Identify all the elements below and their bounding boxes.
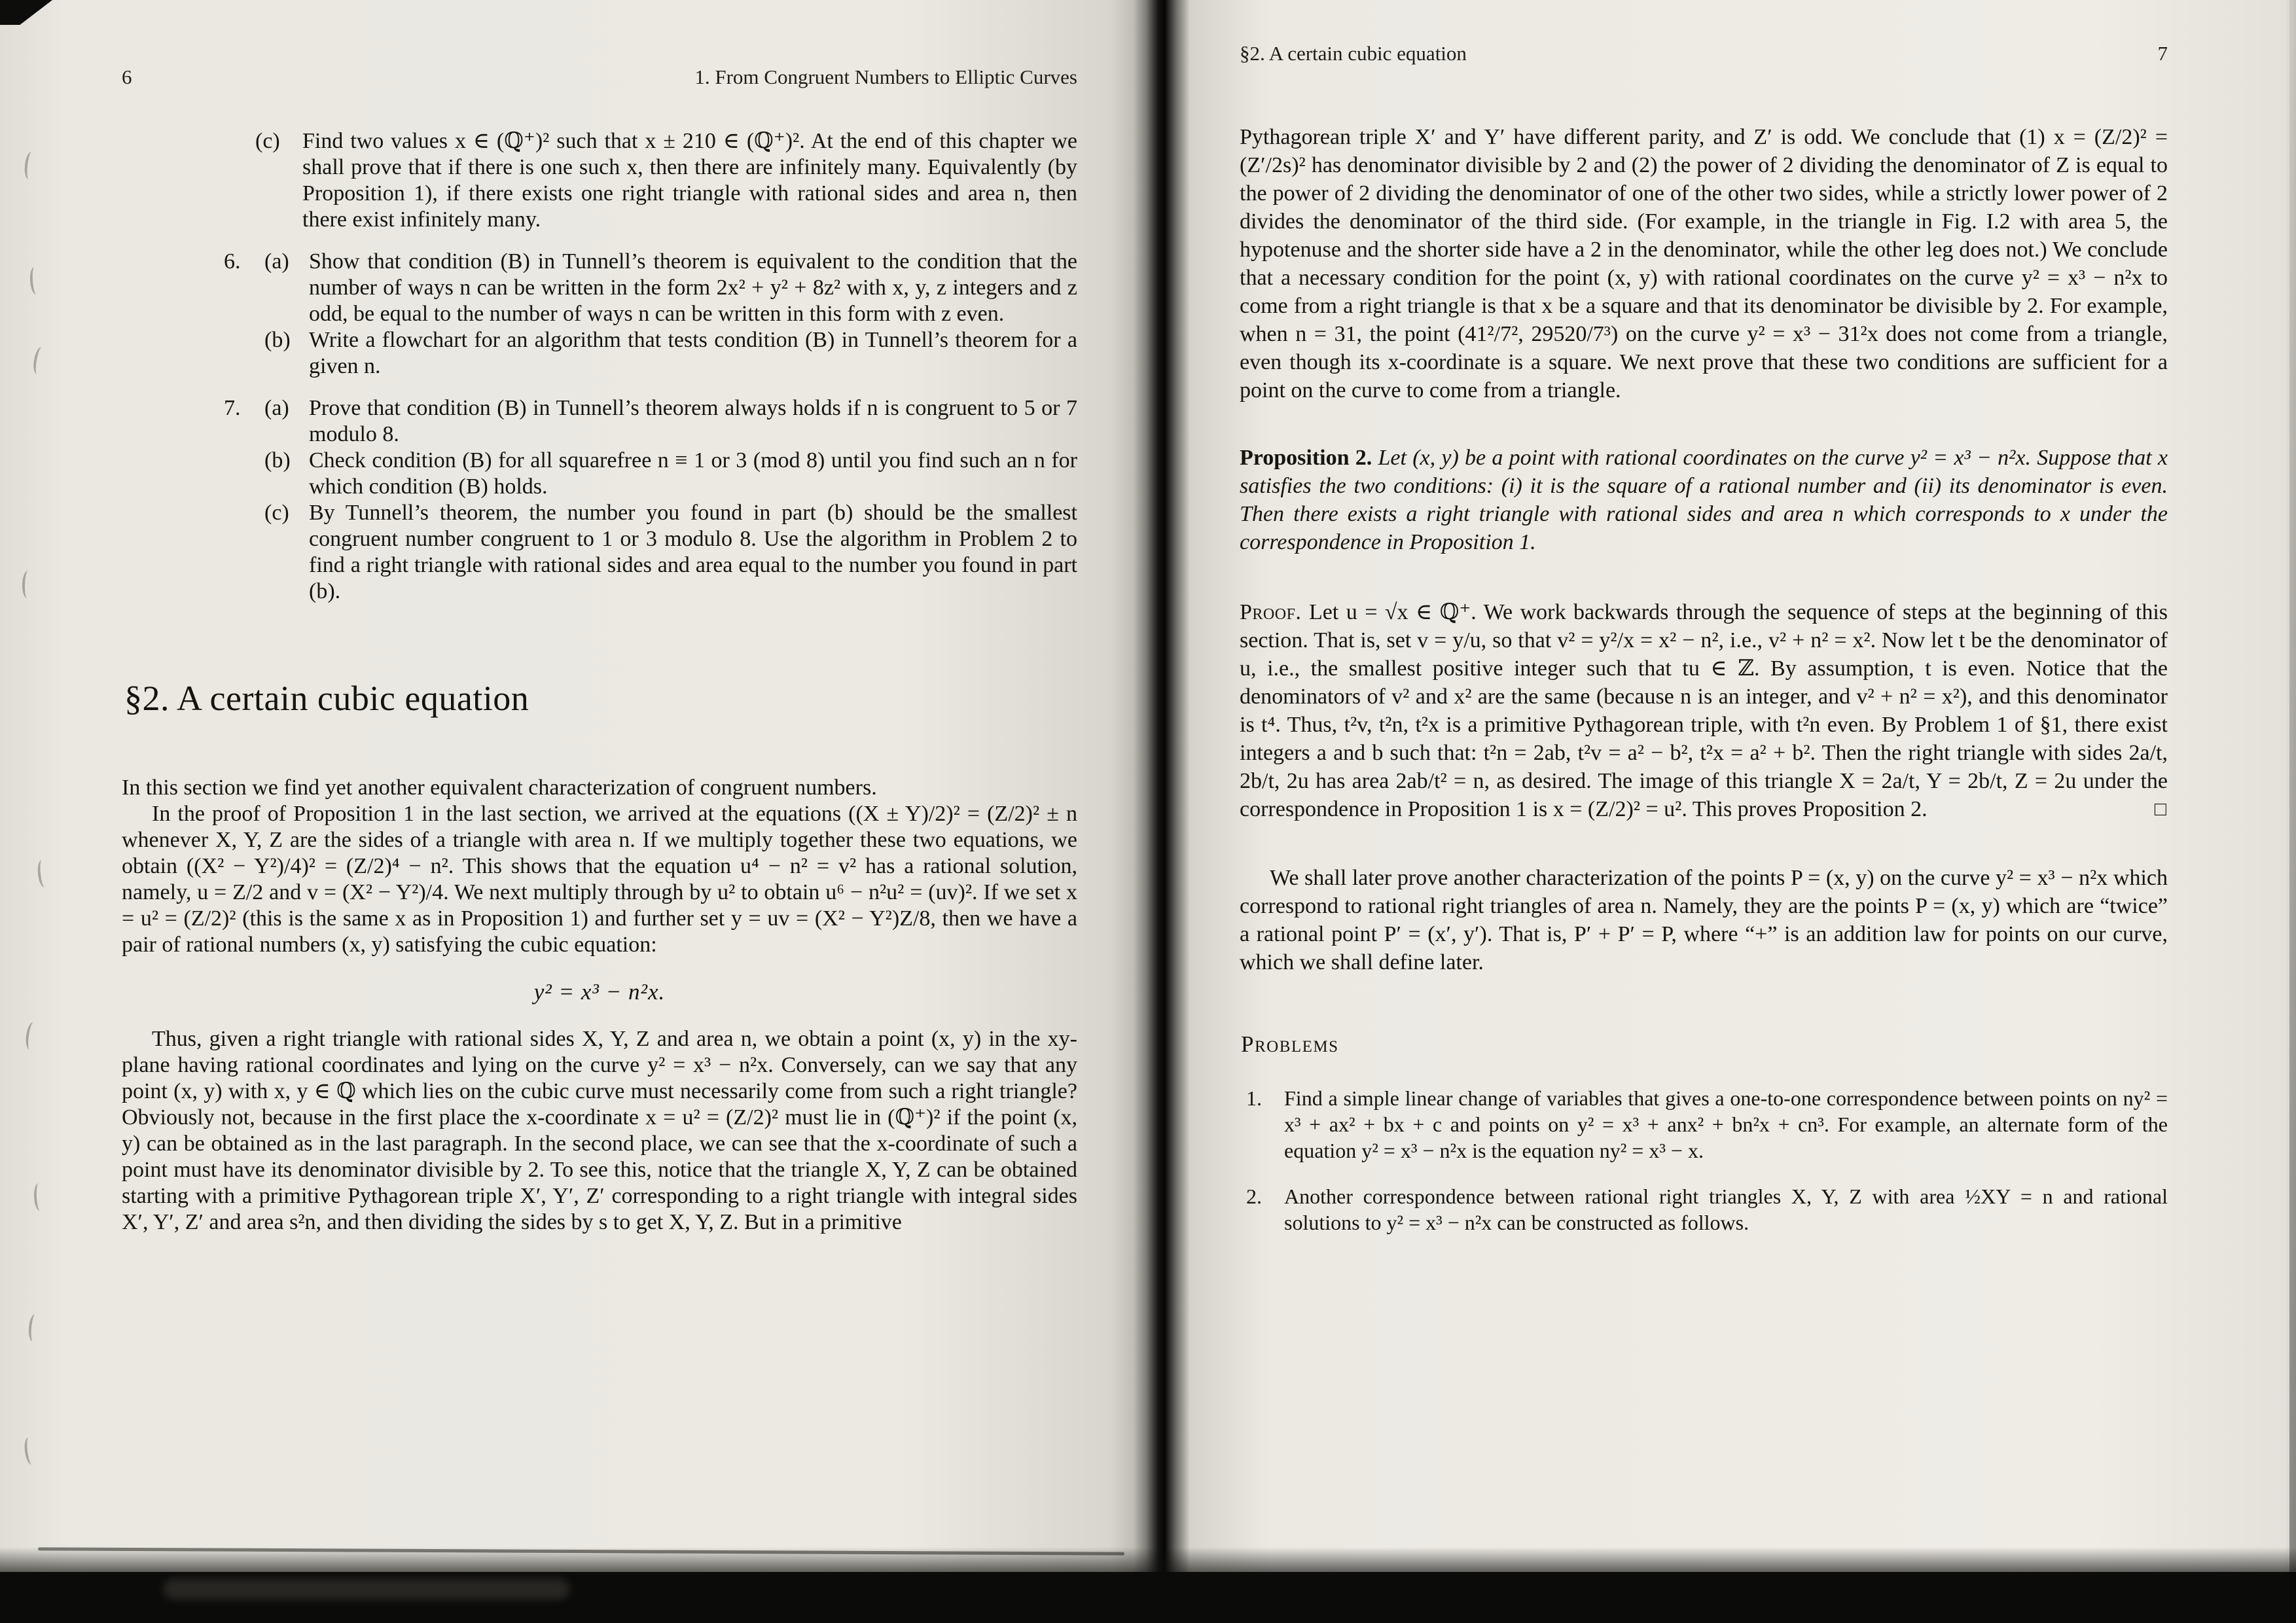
left-page-header bbox=[122, 64, 1077, 90]
problem-1-text: Find a simple linear change of variables that gives a one-to-one correspondence between points on ny² = x³ + ax² + bx + c and points on y² = x³ + anx² + bn²x + cn³. For example, an alternate form of the equation y² = x³ − n²x is the equation ny² = x³ − x. bbox=[1284, 1086, 2168, 1162]
right-page-body bbox=[1240, 123, 2168, 1236]
problem-6a bbox=[264, 249, 1077, 327]
problem-6b-label: (b) bbox=[264, 328, 291, 352]
left-page-content bbox=[122, 64, 1077, 1236]
problem-1 bbox=[1246, 1085, 2168, 1164]
qed-box: □ bbox=[2154, 798, 2166, 820]
problem-6a-text: Show that condition (B) in Tunnell’s theorem is equivalent to the condition that the number of ways n can be written in the form 2x² + y² + 8z² with x, y, z integers and z odd, be equal to the number of ways n can be written in this form with z even. bbox=[309, 249, 1077, 326]
para-intro: In this section we find yet another equivalent characterization of congruent numbers. bbox=[122, 776, 877, 800]
right-page-content bbox=[1240, 41, 2168, 1236]
para-thus: Thus, given a right triangle with rational sides X, Y, Z and area n, we obtain a point (x, y) in the xy-plane having rational coordinates and lying on the curve y² = x³ − n²x. Conversely, can we say that any point (x, y) with x, y ∈ ℚ which lies on the cubic curve must necessarily come from such a right triangle? Obviously not, because in the first place the x-coordinate x = u² = (Z/2)² must lie in (ℚ⁺)² if the point (x, y) can be obtained as in the last paragraph. In the second place, we can see that the x-coordinate of such a point must have its denominator divisible by 2. To see this, notice that the triangle X, Y, Z can be obtained starting with a primitive Pythagorean triple X′, Y′, Z′ corresponding to a right triangle with integral sides X′, Y′, Z′ and area s²n, and then dividing the sides by s to get X, Y, Z. But in a primitive bbox=[122, 1027, 1077, 1234]
problem-6b bbox=[264, 327, 1077, 380]
proof-block bbox=[1240, 598, 2168, 823]
running-head-right: §2. A certain cubic equation bbox=[1240, 42, 1467, 65]
problem-7a-label: (a) bbox=[264, 396, 289, 420]
left-page-body bbox=[122, 128, 1077, 1236]
problem-7-number: 7. bbox=[224, 396, 241, 420]
problem-6b-text: Write a flowchart for an algorithm that tests condition (B) in Tunnell’s theorem for a given n. bbox=[309, 328, 1077, 378]
problem-7c bbox=[264, 500, 1077, 605]
problem-6 bbox=[224, 249, 1077, 380]
problem-6a-label: (a) bbox=[264, 249, 289, 274]
proposition-2-text: Let (x, y) be a point with rational coordinates on the curve y² = x³ − n²x. Suppose that x satisfies the two conditions: (i) it is the square of a rational number and (ii) its denominator is even. Then there exists a right triangle with rational sides and area n which corresponds to x under the correspondence in Proposition 1. bbox=[1240, 446, 2168, 554]
page-number-left: 6 bbox=[122, 65, 132, 88]
problem-2-text: Another correspondence between rational right triangles X, Y, Z with area ½XY = n and rational solutions to y² = x³ − n²x can be constructed as follows. bbox=[1284, 1185, 2168, 1234]
problems-heading: Problems bbox=[1241, 1031, 1339, 1057]
exercise-item-c bbox=[255, 128, 1077, 233]
proposition-2 bbox=[1240, 444, 2168, 556]
book-gutter-shadow bbox=[1134, 0, 1190, 1623]
para-pythagorean: Pythagorean triple X′ and Y′ have different parity, and Z′ is odd. We conclude that (1) x = (Z/2)² = (Z′/2s)² has denominator divisible by 2 and (2) the power of 2 dividing the denominator of Z is equal to the power of 2 dividing the denominator of one of the other two sides, while a strictly lower power of 2 divides the denominator of the third side. (For example, in the triangle in Fig. I.2 with area 5, the hypotenuse and the shorter side have a 2 in the denominator, while the other leg does not.) We conclude that a necessary condition for the point (x, y) with rational coordinates on the curve y² = x³ − n²x to come from a right triangle is that x be a square and that its denominator be divisible by 2. For example, when n = 31, the point (41²/7², 29520/7³) on the curve y² = x³ − 31²x does not come from a triangle, even though its x-coordinate is a square. We next prove that these two conditions are sufficient for a point on the curve to come from a triangle. bbox=[1240, 125, 2168, 402]
problem-7-parts bbox=[264, 395, 1077, 605]
para-later: We shall later prove another characterization of the points P = (x, y) on the curve y² = x³ − n²x which correspond to rational right triangles of area n. Namely, they are the points P = (x, y) which are “twice” a rational point P′ = (x′, y′). That is, P′ + P′ = P, where “+” is an addition law for points on our curve, which we shall define later. bbox=[1240, 866, 2168, 974]
problem-7c-text: By Tunnell’s theorem, the number you found in part (b) should be the smallest congruent number congruent to 1 or 3 modulo 8. Use the algorithm in Problem 2 to find a right triangle with rational sides and area equal to the number you found in part (b). bbox=[309, 501, 1077, 603]
bottom-shadow-fade bbox=[0, 1547, 2296, 1575]
problem-2-number: 2. bbox=[1246, 1185, 1262, 1208]
para-derivation: In the proof of Proposition 1 in the last section, we arrived at the equations ((X ± Y)/2)² = (Z/2)² ± n whenever X, Y, Z are the sides of a triangle with area n. If we multiply together these two equations, we obtain ((X² − Y²)/4)² = (Z/2)⁴ − n². This shows that the equation u⁴ − n² = v² has a rational solution, namely, u = Z/2 and v = (X² − Y²)/4. We next multiply through by u² to obtain u⁶ − n²u² = (uv)². If we set x = u² = (Z/2)² (this is the same x as in Proposition 1) and further set y = uv = (X² − Y²)Z/8, then we have a pair of rational numbers (x, y) satisfying the cubic equation: bbox=[122, 802, 1077, 957]
exercise-item-c-text: Find two values x ∈ (ℚ⁺)² such that x ± 210 ∈ (ℚ⁺)². At the end of this chapter we shall prove that if there is one such x, then there are infinitely many. Equivalently (by Proposition 1), if there exists one right triangle with rational sides and area n, then there exist infinitely many. bbox=[302, 129, 1077, 232]
problem-7b-label: (b) bbox=[264, 448, 291, 473]
scan-right-edge-shadow bbox=[2289, 0, 2296, 1623]
problem-7 bbox=[224, 395, 1077, 605]
running-head-left: 1. From Congruent Numbers to Elliptic Curves bbox=[694, 65, 1077, 88]
problem-7b bbox=[264, 448, 1077, 500]
proof-text: Let u = √x ∈ ℚ⁺. We work backwards through the sequence of steps at the beginning of this section. That is, set v = y/u, so that v² = y²/x = x² − n², i.e., v² + n² = x². Now let t be the denominator of u, i.e., the smallest positive integer such that tu ∈ ℤ. By assumption, t is even. Notice that the denominators of v² and x² are the same (because n is an integer, and v² + n² = x²), and this denominator is t⁴. Thus, t²v, t²n, t²x is a primitive Pythagorean triple, with t²n even. By Problem 1 of §1, there exist integers a and b such that: t²n = 2ab, t²v = a² − b², t²x = a² + b². Then the right triangle with sides 2a/t, 2b/t, 2u has area 2ab/t² = n, as desired. The image of this triangle X = 2a/t, Y = 2b/t, Z = 2u under the correspondence in Proposition 1 is x = (Z/2)² = u². This proves Proposition 2. bbox=[1240, 600, 2168, 821]
problem-7a-text: Prove that condition (B) in Tunnell’s theorem always holds if n is congruent to 5 or 7 modulo 8. bbox=[309, 396, 1077, 446]
problem-2 bbox=[1246, 1183, 2168, 1236]
display-equation: y² = x³ − n²x. bbox=[533, 979, 666, 1005]
problem-7c-label: (c) bbox=[264, 501, 289, 525]
problem-7a bbox=[264, 395, 1077, 448]
page-number-right: 7 bbox=[2157, 42, 2168, 65]
problem-6-number: 6. bbox=[224, 249, 241, 274]
problem-6-parts bbox=[264, 249, 1077, 380]
proof-label: Proof. bbox=[1240, 600, 1302, 624]
section-heading: §2. A certain cubic equation bbox=[124, 679, 529, 718]
scan-bottom-blotch bbox=[164, 1578, 569, 1599]
problem-1-number: 1. bbox=[1246, 1086, 1262, 1110]
right-page-header bbox=[1240, 41, 2168, 67]
exercise-item-c-label: (c) bbox=[255, 129, 280, 153]
problem-7b-text: Check condition (B) for all squarefree n ≡ 1 or 3 (mod 8) until you find such an n for which condition (B) holds. bbox=[309, 448, 1077, 499]
proposition-2-label: Proposition 2. bbox=[1240, 446, 1372, 470]
